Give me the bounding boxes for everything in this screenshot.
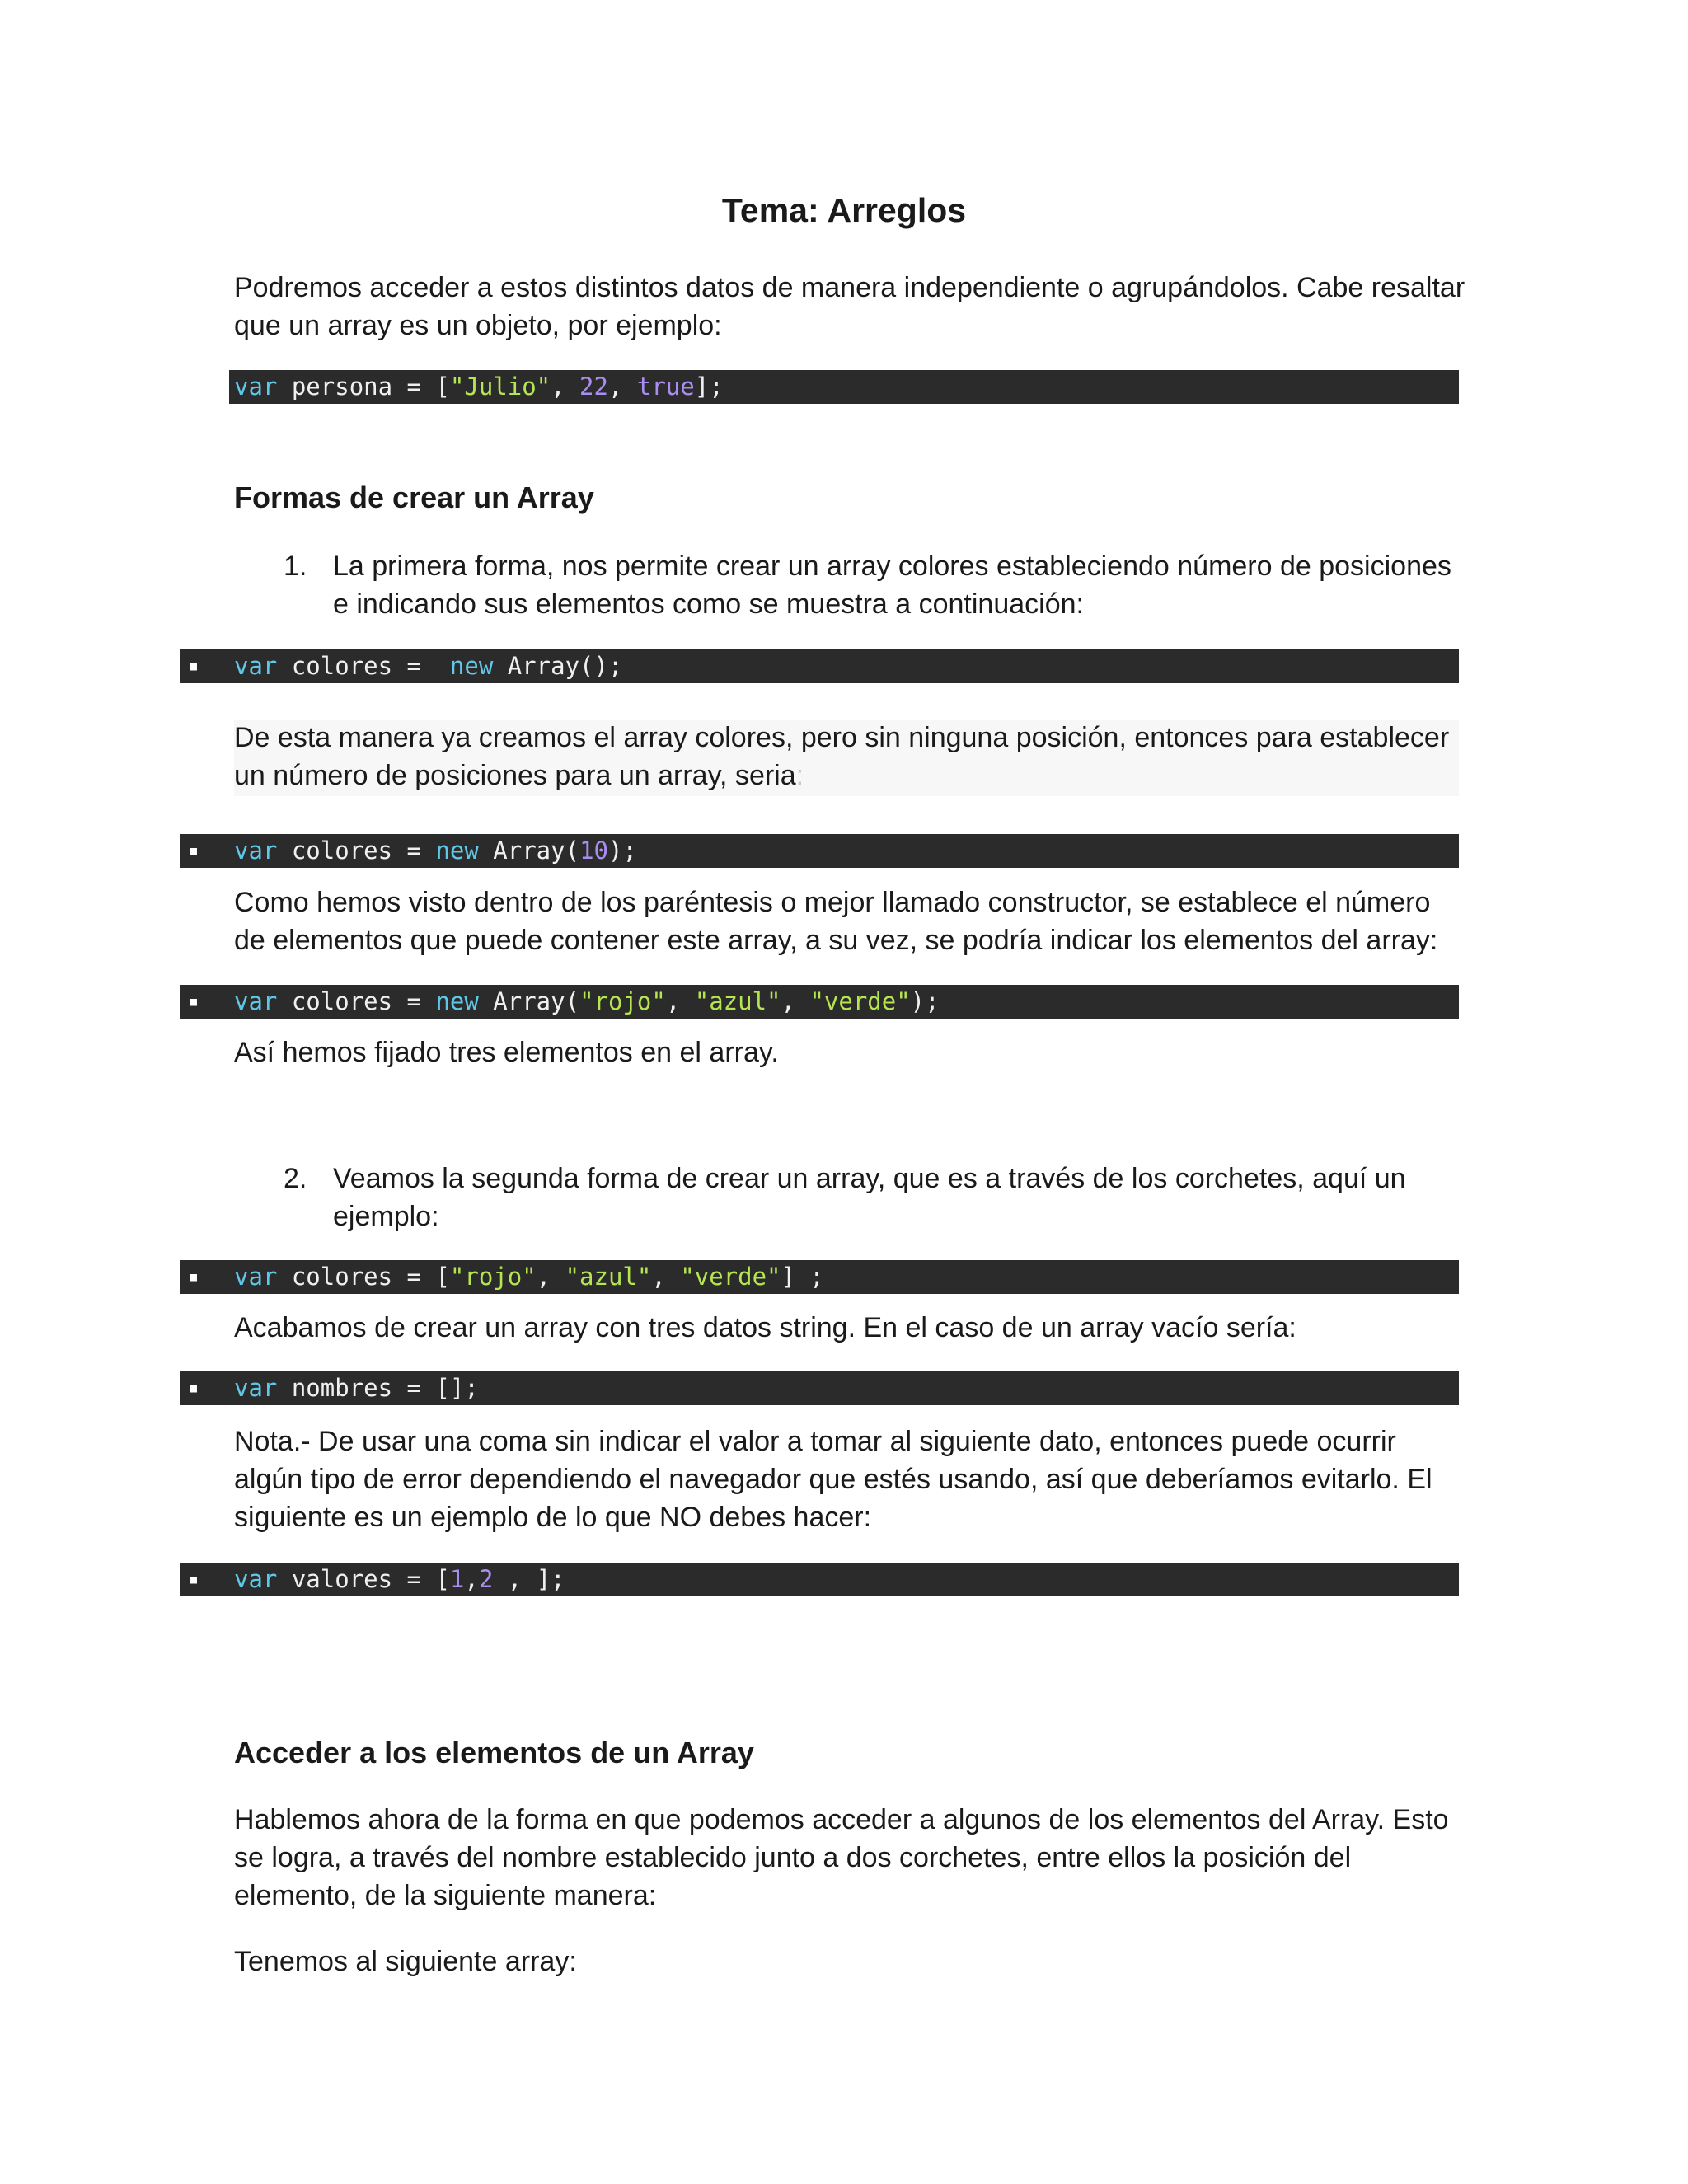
code-block-new-array bbox=[180, 649, 1459, 683]
section-heading-acceder: Acceder a los elementos de un Array bbox=[234, 1736, 754, 1769]
code-block-array-10 bbox=[180, 834, 1459, 868]
list-item-1 bbox=[284, 547, 1454, 623]
paragraph-acceder: Hablemos ahora de la forma en que podemos acceder a algunos de los elementos del Array. Esto se logra, a través del nombre establecido junto a dos corchetes, entre ellos la posición del elemento, de la siguiente manera: bbox=[234, 1804, 1449, 1911]
paragraph-nota: Nota.- De usar una coma sin indicar el valor a tomar al siguiente dato, entonces puede ocurrir algún tipo de error dependiendo el navegador que estés usando, así que deberíamos evitarlo. El siguiente es un ejemplo de lo que NO debes hacer: bbox=[234, 1426, 1432, 1533]
code-line: var nombres = []; bbox=[234, 1374, 479, 1402]
paragraph-tres-elementos: Así hemos fijado tres elementos en el array. bbox=[234, 1037, 779, 1068]
code-line: var colores = ["rojo", "azul", "verde"] ; bbox=[234, 1263, 824, 1291]
code-block-nombres bbox=[180, 1371, 1459, 1405]
page-title: Tema: Arreglos bbox=[721, 191, 967, 229]
bullet-icon: ▪ bbox=[188, 991, 199, 1012]
code-line: var colores = new Array("rojo", "azul", "verde"); bbox=[234, 987, 940, 1015]
code-block-valores bbox=[180, 1563, 1459, 1596]
paragraph-sin-posicion: De esta manera ya creamos el array colores, pero sin ninguna posición, entonces para establecer un número de posiciones para un array, seria: bbox=[234, 722, 1450, 791]
section-heading-formas: Formas de crear un Array bbox=[234, 480, 594, 514]
code-line: var persona = ["Julio", 22, true]; bbox=[234, 373, 724, 401]
code-block-persona bbox=[229, 370, 1459, 404]
list-item-text: La primera forma, nos permite crear un array colores estableciendo número de posiciones e indicando sus elementos como se muestra a continuación: bbox=[333, 551, 1451, 620]
code-line: var valores = [1,2 , ]; bbox=[234, 1565, 565, 1593]
code-line: var colores = new Array(10); bbox=[234, 837, 637, 865]
bullet-icon: ▪ bbox=[188, 656, 199, 677]
list-item-2 bbox=[284, 1160, 1454, 1235]
code-block-corchetes bbox=[180, 1260, 1459, 1294]
paragraph-tenemos: Tenemos al siguiente array: bbox=[234, 1946, 577, 1977]
list-number: 2. bbox=[284, 1163, 307, 1194]
code-block-array-colores bbox=[180, 985, 1459, 1019]
paragraph-constructor: Como hemos visto dentro de los paréntesis o mejor llamado constructor, se establece el número de elementos que puede contener este array, a su vez, se podría indicar los elementos del array: bbox=[234, 887, 1438, 956]
bullet-icon: ▪ bbox=[188, 1267, 199, 1287]
bullet-icon: ▪ bbox=[188, 1378, 199, 1399]
list-item-text: Veamos la segunda forma de crear un array, que es a través de los corchetes, aquí un ejemplo: bbox=[333, 1163, 1406, 1232]
intro-paragraph: Podremos acceder a estos distintos datos de manera independiente o agrupándolos. Cabe resaltar que un array es un objeto, por ejemplo: bbox=[234, 272, 1465, 341]
bullet-icon: ▪ bbox=[188, 1569, 199, 1590]
bullet-icon: ▪ bbox=[188, 841, 199, 861]
code-line: var colores = new Array(); bbox=[234, 652, 623, 680]
paragraph-array-vacio: Acabamos de crear un array con tres datos string. En el caso de un array vacío sería: bbox=[234, 1312, 1296, 1343]
list-number: 1. bbox=[284, 551, 307, 582]
